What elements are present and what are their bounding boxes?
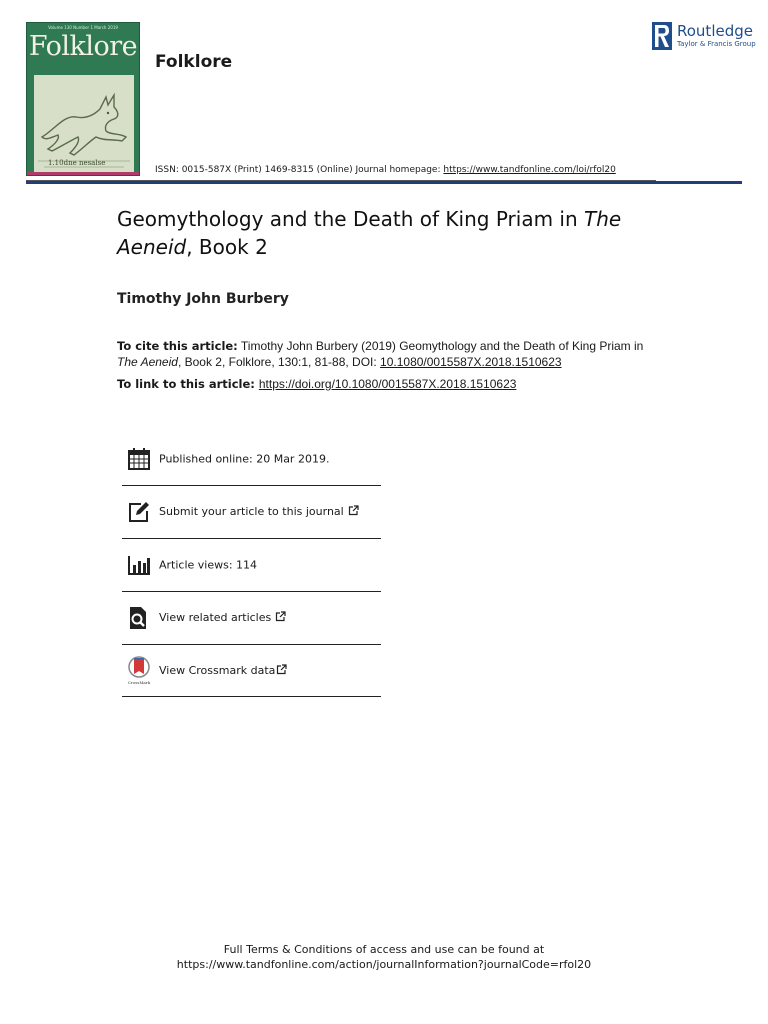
article-title-part2: , Book 2	[186, 235, 268, 259]
cover-band	[27, 172, 139, 175]
crossmark-row[interactable]	[122, 645, 381, 697]
issn-line	[155, 165, 616, 175]
related-articles-label[interactable]	[159, 611, 286, 625]
external-link-icon	[276, 664, 287, 678]
submit-article-label[interactable]	[159, 505, 359, 519]
publisher-name: Routledge	[677, 22, 753, 40]
crossmark-icon	[125, 656, 153, 686]
related-articles-row[interactable]	[122, 592, 381, 645]
article-views-label: Article views: 114	[159, 558, 258, 572]
search-document-icon	[127, 606, 151, 630]
cite-label: To cite this article:	[117, 339, 238, 353]
article-views-row	[122, 539, 381, 592]
cover-caption: 1.10dne nesalse	[48, 159, 106, 167]
article-link-line	[117, 377, 516, 391]
journal-name: Folklore	[155, 52, 233, 72]
submit-article-text: Submit your article to this journal	[159, 505, 344, 518]
bar-chart-icon	[127, 553, 151, 577]
article-title	[117, 205, 677, 261]
cover-title: Folklore	[28, 31, 138, 62]
crossmark-label[interactable]	[159, 664, 287, 678]
published-online-row	[122, 432, 381, 486]
crossmark-caption: CrossMark	[127, 679, 151, 685]
link-label: To link to this article:	[117, 377, 255, 391]
cite-text-part2: , Book 2, Folklore, 130:1, 81-88, DOI:	[177, 355, 381, 369]
article-title-part1: Geomythology and the Death of King Priam in	[117, 207, 585, 231]
published-online-label: Published online: 20 Mar 2019.	[159, 452, 330, 465]
footer-line1: Full Terms & Conditions of access and use can be found at	[223, 943, 545, 956]
article-author: Timothy John Burbery	[117, 291, 289, 307]
submit-article-row[interactable]	[122, 486, 381, 539]
related-articles-text: View related articles	[159, 611, 272, 624]
cover-hare-illustration	[34, 75, 134, 173]
article-doi-url-link[interactable]: https://doi.org/10.1080/0015587X.2018.1510623	[258, 377, 517, 391]
external-link-icon	[348, 505, 359, 519]
terms-footer	[0, 942, 768, 972]
article-title-italic: The Aeneid	[117, 207, 622, 259]
cover-volume-line: Volume 130 Number 1 March 2019	[48, 25, 118, 30]
article-info-list	[122, 432, 381, 697]
publisher-subtitle: Taylor & Francis Group	[677, 40, 756, 48]
citation-block	[117, 338, 657, 370]
issn-text: ISSN: 0015-587X (Print) 1469-8315 (Online) Journal homepage:	[155, 165, 441, 175]
journal-cover-image	[26, 22, 140, 176]
footer-terms-url[interactable]: https://www.tandfonline.com/action/journalInformation?journalCode=rfol20	[176, 958, 592, 971]
doi-link[interactable]: 10.1080/0015587X.2018.1510623	[380, 355, 562, 369]
routledge-r-logo-icon	[652, 22, 672, 50]
edit-icon	[127, 500, 151, 524]
journal-homepage-link[interactable]: https://www.tandfonline.com/loi/rfol20	[443, 165, 616, 175]
cite-text-italic: The Aeneid	[117, 355, 178, 369]
external-link-icon	[275, 611, 286, 625]
header-divider-blue	[26, 181, 742, 184]
crossmark-text: View Crossmark data	[159, 663, 276, 677]
calendar-icon	[127, 447, 151, 471]
cite-text-part1: Timothy John Burbery (2019) Geomythology and the Death of King Priam in	[237, 339, 644, 353]
